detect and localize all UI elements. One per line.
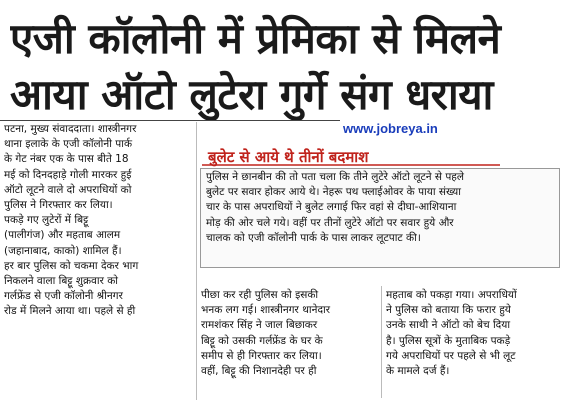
- headline-line-1: एजी कॉलोनी में प्रेमिका से मिलने: [10, 14, 501, 63]
- column-1-paragraph-1: पटना, मुख्य संवाददाता। शास्त्रीनगर थाना इलाके के एजी कॉलोनी पार्क के गेट नंबर एक के पास बीते 18 मई को दिनदहाड़े गोली मारकर हुई ऑटो लूटने वाले दो अपराधियों को पुलिस ने गिरफ्तार कर लिया।: [4, 123, 137, 212]
- headline-line-2: आया ऑटो लुटेरा गुर्गे संग धराया: [10, 70, 493, 119]
- info-box-paragraph: पुलिस ने छानबीन की तो पता चला कि तीने लुटेरे ऑटो लूटने से पहले बुलेट पर सवार होकर आये थे। नेहरू पथ फ्लाईओवर के पाया संख्या चार के पास अपराधियों ने बुलेट लगाई फिर वहां से दीघा-आशियाना मोड़ की ओर चले गये। वहीं पर तीनों लुटेरे ऑटो पर सवार हुये और चालक को एजी कॉलोनी पार्क के पास लाकर लूटपाट की।: [206, 171, 464, 244]
- column-2: [201, 288, 377, 379]
- website-watermark: www.jobreya.in: [343, 121, 438, 136]
- info-box-text: [206, 170, 556, 246]
- column-1: [4, 122, 192, 320]
- column-divider: [196, 122, 197, 400]
- column-3-paragraph: महताब को पकड़ा गया। अपराधियों ने पुलिस को बताया कि फरार हुये उनके साथी ने ऑटो को बेच दिया है। पुलिस सूत्रों के मुताबिक पकड़े गये अपराधियों पर पहले से भी लूट के मामले दर्ज हैं।: [386, 289, 517, 378]
- column-2-paragraph: पीछा कर रही पुलिस को इसकी भनक लग गई। शास्त्रीनगर थानेदार रामशंकर सिंह ने जाल बिछाकर बिट्टू को उसकी गर्लफ्रेंड के घर के समीप से ही गिरफ्तार कर लिया। वहीं, बिट्टू की निशानदेही पर ही: [201, 289, 331, 378]
- headline-rule: [0, 120, 340, 121]
- column-1-paragraph-2: पकड़े गए लुटेरों में बिट्टू (पालीगंज) और महताब आलम (जहानाबाद, काको) शामिल हैं। हर बार पुलिस को चकमा देकर भाग निकलने वाला बिट्टू शुक्रवार को गर्लफ्रेंड से एजी कॉलोनी श्रीनगर रोड में मिलने आया था। पहले से ही: [4, 214, 139, 318]
- subheading: बुलेट से आये थे तीनों बदमाश: [208, 148, 369, 166]
- column-3: [386, 288, 561, 379]
- column-divider-2: [381, 286, 382, 398]
